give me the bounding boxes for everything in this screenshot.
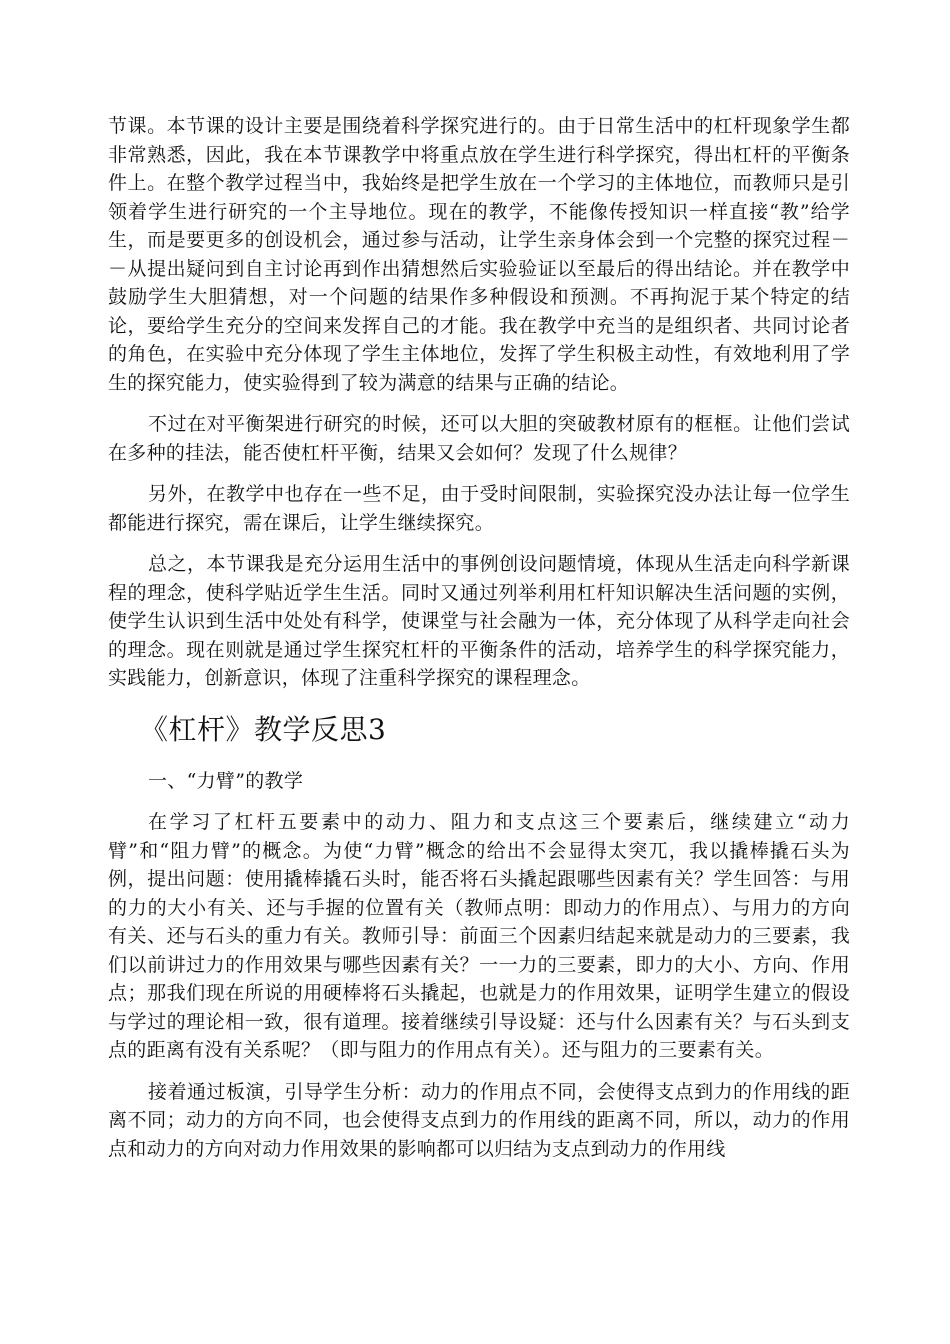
paragraph-continuation: 节课。本节课的设计主要是围绕着科学探究进行的。由于日常生活中的杠杆现象学生都非常熟悉，因此，我在本节课教学中将重点放在学生进行科学探究，得出杠杆的平衡条件上。在整个教学过程当中，我始终是把学生放在一个学习的主体地位，而教师只是引领着学生进行研究的一个主导地位。现在的教学，不能像传授知识一样直接“教”给学生，而是要更多的创设机会，通过参与活动，让学生亲身体会到一个完整的探究过程－－从提出疑问到自主讨论再到作出猜想然后实验验证以至最后的得出结论。并在教学中鼓励学生大胆猜想，对一个问题的结果作多种假设和预测。不再拘泥于某个特定的结论，要给学生充分的空间来发挥自己的才能。我在教学中充当的是组织者、共同讨论者的角色，在实验中充分体现了学生主体地位，发挥了学生积极主动性，有效地利用了学生的探究能力，使实验得到了较为满意的结果与正确的结论。 <box>108 115 850 394</box>
paragraph-shortcomings: 另外，在教学中也存在一些不足，由于受时间限制，实验探究没办法让每一位学生都能进行探究，需在课后，让学生继续探究。 <box>108 483 850 534</box>
paragraph-balance-frame: 不过在对平衡架进行研究的时候，还可以大胆的突破教材原有的框框。让他们尝试在多种的挂法，能否使杠杆平衡，结果又会如何？发现了什么规律？ <box>108 413 850 464</box>
section-title: 《杠杆》教学反思3 <box>140 712 387 746</box>
paragraph-summary: 总之，本节课我是充分运用生活中的事例创设问题情境，体现从生活走向科学新课程的理念，使科学贴近学生生活。同时又通过列举利用杠杆知识解决生活问题的实例，使学生认识到生活中处处有科学，使课堂与社会融为一体，充分体现了从科学走向社会的理念。现在则就是通过学生探究杠杆的平衡条件的活动，培养学生的科学探究能力，实践能力，创新意识，体现了注重科学探究的课程理念。 <box>108 553 850 689</box>
paragraph-lever-arm-intro: 在学习了杠杆五要素中的动力、阻力和支点这三个要素后，继续建立“动力臂”和“阻力臂”的概念。为使“力臂”概念的给出不会显得太突兀，我以撬棒撬石头为例，提出问题：使用撬棒撬石头时，能否将石头撬起跟哪些因素有关？学生回答：与用的力的大小有关、还与手握的位置有关（教师点明：即动力的作用点）、与用力的方向有关、还与石头的重力有关。教师引导：前面三个因素归结起来就是动力的三要素，我们以前讲过力的作用效果与哪些因素有关？一一力的三要素，即力的大小、方向、作用点；那我们现在所说的用硬棒将石头撬起，也就是力的作用效果，证明学生建立的假设与学过的理论相一致，很有道理。接着继续引导设疑：还与什么因素有关？与石头到支点的距离有没有关系呢？（即与阻力的作用点有关）。还与阻力的三要素有关。 <box>108 811 850 1061</box>
subsection-title: 一、“力臂”的教学 <box>148 769 304 792</box>
document-page <box>108 112 850 1163</box>
paragraph-board-demo: 接着通过板演，引导学生分析：动力的作用点不同，会使得支点到力的作用线的距离不同；动力的方向不同，也会使得支点到力的作用线的距离不同，所以，动力的作用点和动力的方向对动力作用效果的影响都可以归结为支点到动力的作用线 <box>108 1080 850 1160</box>
